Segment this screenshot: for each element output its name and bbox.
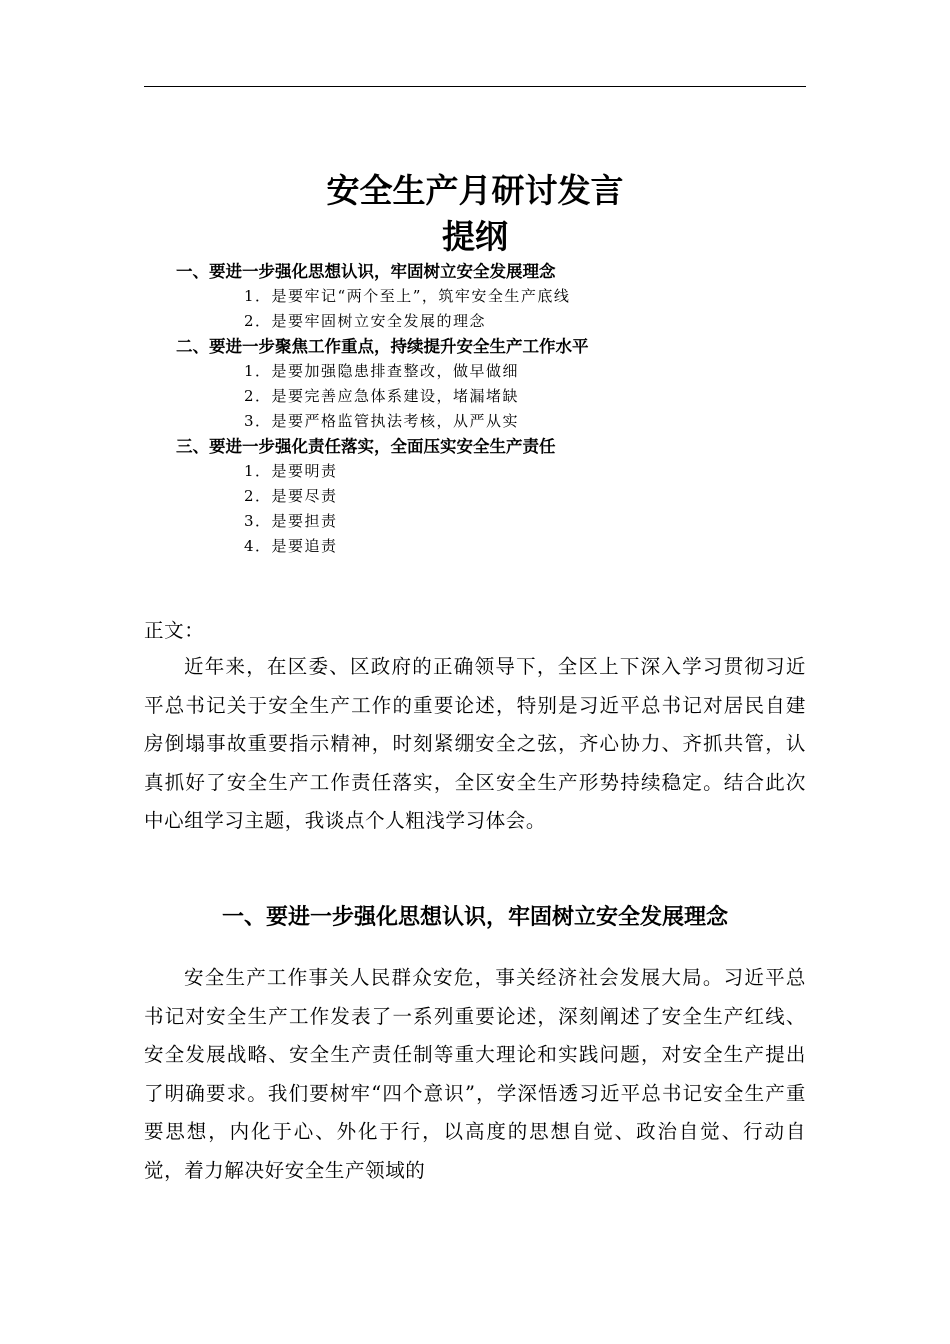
intro-paragraph: 近年来，在区委、区政府的正确领导下，全区上下深入学习贯彻习近平总书记关于安全生产工作的重要论述，特别是习近平总书记对居民自建房倒塌事故重要指示精神，时刻紧绷安全之弦，齐心协力、齐抓共管，认真抓好了安全生产工作责任落实，全区安全生产形势持续稳定。结合此次中心组学习主题，我谈点个人粗浅学习体会。 bbox=[144, 655, 806, 832]
outline-items bbox=[0, 359, 950, 434]
outline-item: 1．是要明责 bbox=[244, 462, 338, 480]
section-heading: 一、要进一步强化思想认识，牢固树立安全发展理念 bbox=[221, 905, 728, 930]
outline-item: 3．是要担责 bbox=[244, 512, 338, 530]
section-paragraph: 安全生产工作事关人民群众安危，事关经济社会发展大局。习近平总书记对安全生产工作发表了一系列重要论述，深刻阐述了安全生产红线、安全发展战略、安全生产责任制等重大理论和实践问题，对安全生产提出了明确要求。我们要树牢“四个意识”，学深悟透习近平总书记安全生产重要思想，内化于心、外化于行，以高度的思想自觉、政治自觉、行动自觉，着力解决好安全生产领域的 bbox=[144, 966, 806, 1182]
outline-section-3 bbox=[0, 434, 950, 559]
document-title: 安全生产月研讨发言 bbox=[326, 171, 624, 210]
outline-items bbox=[0, 459, 950, 559]
outline-heading: 三、要进一步强化责任落实，全面压实安全生产责任 bbox=[176, 437, 556, 456]
outline-item: 2．是要尽责 bbox=[244, 487, 338, 505]
outline-item: 1．是要加强隐患排查整改，做早做细 bbox=[244, 362, 520, 380]
outline bbox=[0, 259, 950, 559]
outline-section-2 bbox=[0, 334, 950, 434]
outline-item: 2．是要牢固树立安全发展的理念 bbox=[244, 312, 487, 330]
outline-items bbox=[0, 284, 950, 334]
outline-item: 4．是要追责 bbox=[244, 537, 338, 555]
header-rule bbox=[144, 86, 806, 87]
body-label: 正文： bbox=[144, 619, 205, 642]
document-title-line2: 提纲 bbox=[442, 217, 508, 256]
outline-heading: 一、要进一步强化思想认识，牢固树立安全发展理念 bbox=[176, 262, 556, 281]
outline-item: 3．是要严格监管执法考核，从严从实 bbox=[244, 412, 520, 430]
outline-section-1 bbox=[0, 259, 950, 334]
outline-item: 1．是要牢记“两个至上”，筑牢安全生产底线 bbox=[244, 287, 571, 305]
outline-item: 2．是要完善应急体系建设，堵漏堵缺 bbox=[244, 387, 520, 405]
outline-heading: 二、要进一步聚焦工作重点，持续提升安全生产工作水平 bbox=[176, 337, 589, 356]
